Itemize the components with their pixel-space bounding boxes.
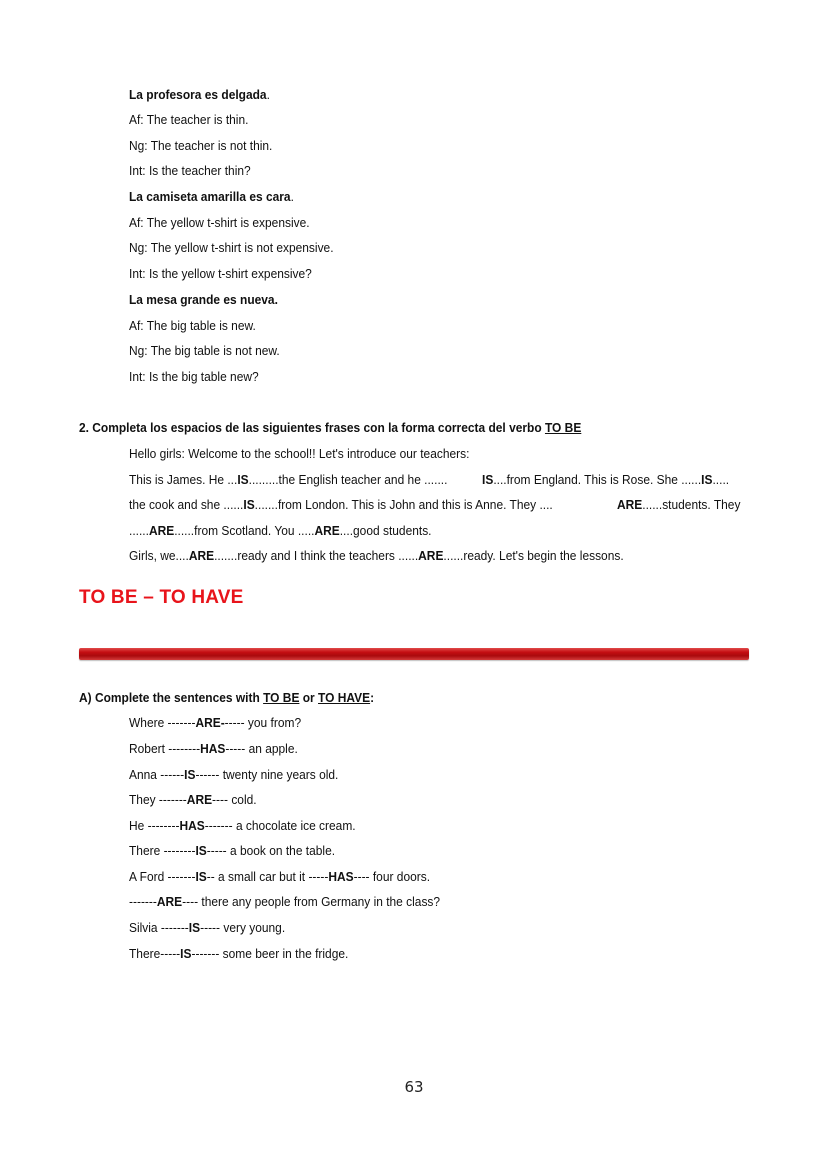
sentence-3: Anna ------IS------ twenty nine years old. <box>129 767 339 782</box>
item-1-affirmative: Af: The teacher is thin. <box>129 112 249 127</box>
exercise-2-paragraph-line-2: the cook and she ......IS.......from London. This is John and this is Anne. They .... ARE......students. They <box>129 497 741 512</box>
sentence-6: There --------IS----- a book on the table. <box>129 843 336 858</box>
exercise-a-heading: A) Complete the sentences with TO BE or TO HAVE: <box>79 690 375 705</box>
sentence-2: Robert --------HAS----- an apple. <box>129 741 298 756</box>
red-divider-bar <box>79 648 749 660</box>
item-1-title: La profesora es delgada. <box>129 87 270 102</box>
item-1-interrogative: Int: Is the teacher thin? <box>129 163 251 178</box>
sentence-9: Silvia -------IS----- very young. <box>129 920 286 935</box>
item-3-negative: Ng: The big table is not new. <box>129 343 280 358</box>
item-1-negative: Ng: The teacher is not thin. <box>129 138 273 153</box>
exercise-2-paragraph-line-1: This is James. He ...IS.........the English teacher and he ....... IS....from England. This is Rose. She ......IS..... <box>129 472 730 487</box>
sentence-10: There-----IS------- some beer in the fridge. <box>129 946 349 961</box>
item-2-title: La camiseta amarilla es cara. <box>129 189 294 204</box>
page-number: 63 <box>404 1078 424 1096</box>
exercise-2-heading: 2. Completa los espacios de las siguientes frases con la forma correcta del verbo TO BE <box>79 420 582 435</box>
exercise-2-paragraph-line-4: Girls, we....ARE.......ready and I think the teachers ......ARE......ready. Let's begin the lessons. <box>129 548 624 563</box>
exercise-2-paragraph-line-3: ......ARE......from Scotland. You .....ARE....good students. <box>129 523 432 538</box>
sentence-7: A Ford -------IS-- a small car but it -----HAS---- four doors. <box>129 869 431 884</box>
item-2-interrogative: Int: Is the yellow t-shirt expensive? <box>129 266 312 281</box>
item-2-affirmative: Af: The yellow t-shirt is expensive. <box>129 215 310 230</box>
exercise-2-intro: Hello girls: Welcome to the school!! Let's introduce our teachers: <box>129 446 470 461</box>
item-3-interrogative: Int: Is the big table new? <box>129 369 259 384</box>
sentence-4: They -------ARE---- cold. <box>129 792 257 807</box>
section-title: TO BE – TO HAVE <box>79 587 244 608</box>
item-2-negative: Ng: The yellow t-shirt is not expensive. <box>129 240 334 255</box>
sentence-1: Where -------ARE------ you from? <box>129 715 302 730</box>
item-3-title: La mesa grande es nueva. <box>129 292 278 307</box>
sentence-8: -------ARE---- there any people from Germany in the class? <box>129 894 441 909</box>
item-3-affirmative: Af: The big table is new. <box>129 318 256 333</box>
sentence-5: He --------HAS------- a chocolate ice cream. <box>129 818 356 833</box>
